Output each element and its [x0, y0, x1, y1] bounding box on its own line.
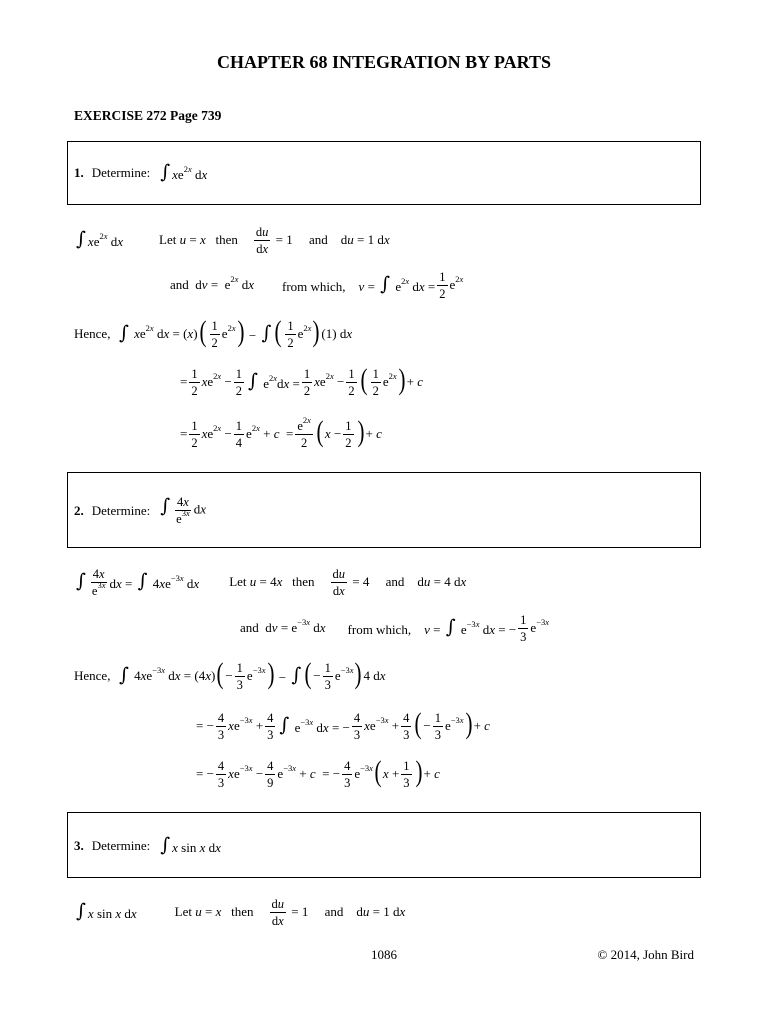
q2-solution-line-2: and dv = $e^{-3x}$ dx from which, v = ∫ $e^{-3x}$ dx = − $\frac{1}{3}$ $e^{-3x}$ [240, 612, 550, 644]
page-number: 1086 [371, 947, 397, 962]
question-number: 2. [74, 502, 84, 518]
q1-solution-line-5: = $\frac{1}{2}$ $xe^{2x}$ − $\frac{1}{4}$ $e^{2x} + c$ = $\frac{e^{2x}}{2}$ ( x − $\frac{1}{2}$ ) + c [180, 414, 382, 450]
question-1-integral: ∫ $xe^{2x}$ dx [160, 161, 208, 183]
question-1-box [67, 141, 701, 205]
chapter-title: CHAPTER 68 INTEGRATION BY PARTS [216, 52, 552, 72]
question-3-integral: ∫ x sin x dx [160, 834, 221, 856]
question-number: 3. [74, 838, 84, 853]
question-3-box [67, 812, 701, 878]
question-prompt: Determine: [91, 502, 151, 518]
q1-solution-line-1: ∫ $xe^{2x}$ dx Let u = x then $\frac{du}{dx}$ = 1 and du = 1 dx [76, 224, 390, 256]
question-2-box [67, 472, 701, 548]
exercise-heading: EXERCISE 272 Page 739 [74, 108, 222, 123]
q1-solution-line-2: and dv = $e^{2x}$ dx from which, v = ∫ $e^{2x}$ dx = $\frac{1}{2}$ $e^{2x}$ [170, 269, 464, 301]
q2-solution-line-5: = − $\frac{4}{3}$ $xe^{-3x}$ − $\frac{4}{9}$ $e^{-3x} + c$ = − $\frac{4}{3}$ $e^{-3x}$ ( x + $\frac{1}{3}$ ) + c [196, 755, 440, 790]
question-1-statement [74, 162, 207, 184]
question-2-integral: ∫ $\frac{4x}{e^{3x}}$ dx [160, 495, 207, 526]
question-2-statement [74, 495, 206, 526]
q2-solution-line-4: = − $\frac{4}{3}$ $xe^{-3x}$ + $\frac{4}{3}$ ∫ $e^{-3x}$ dx = − $\frac{4}{3}$ $xe^{-3x}$ + $\frac{4}{3}$ ( − $\frac{1}{3}$ $e^{-3x}$ ) + c [196, 707, 490, 742]
question-prompt: Determine: [91, 838, 151, 853]
question-prompt: Determine: [91, 165, 151, 180]
question-number: 1. [74, 165, 84, 180]
q2-solution-line-1: ∫ $\frac{4x}{e^{3x}}$ dx = ∫ $4xe^{-3x}$ dx Let u = 4x then $\frac{du}{dx}$ = 4 and du = 4 dx [76, 566, 467, 598]
q3-solution-line-1: ∫ x sin x dx Let u = x then $\frac{du}{dx}$ = 1 and du = 1 dx [76, 896, 406, 928]
q1-solution-line-4: = $\frac{1}{2}$ $xe^{2x}$ − $\frac{1}{2}$ ∫ $e^{2x}dx$ = $\frac{1}{2}$ $xe^{2x}$ − $\frac{1}{2}$ ( $\frac{1}{2}$ $e^{2x}$ ) + c [180, 363, 423, 398]
q2-solution-line-3: Hence, ∫ $4xe^{-3x}$ dx = (4x) ( − $\frac{1}{3}$ $e^{-3x}$ ) − ∫ ( − $\frac{1}{3}$ $e^{-3x}$ ) 4 dx [74, 657, 386, 692]
question-3-statement [74, 835, 221, 857]
copyright-notice: © 2014, John Bird [597, 947, 694, 962]
q1-solution-line-3: Hence, ∫ $xe^{2x}$ dx = (x) ( $\frac{1}{2}$ $e^{2x}$ ) − ∫ ( $\frac{1}{2}$ $e^{2x}$ ) (1) dx [74, 315, 353, 350]
